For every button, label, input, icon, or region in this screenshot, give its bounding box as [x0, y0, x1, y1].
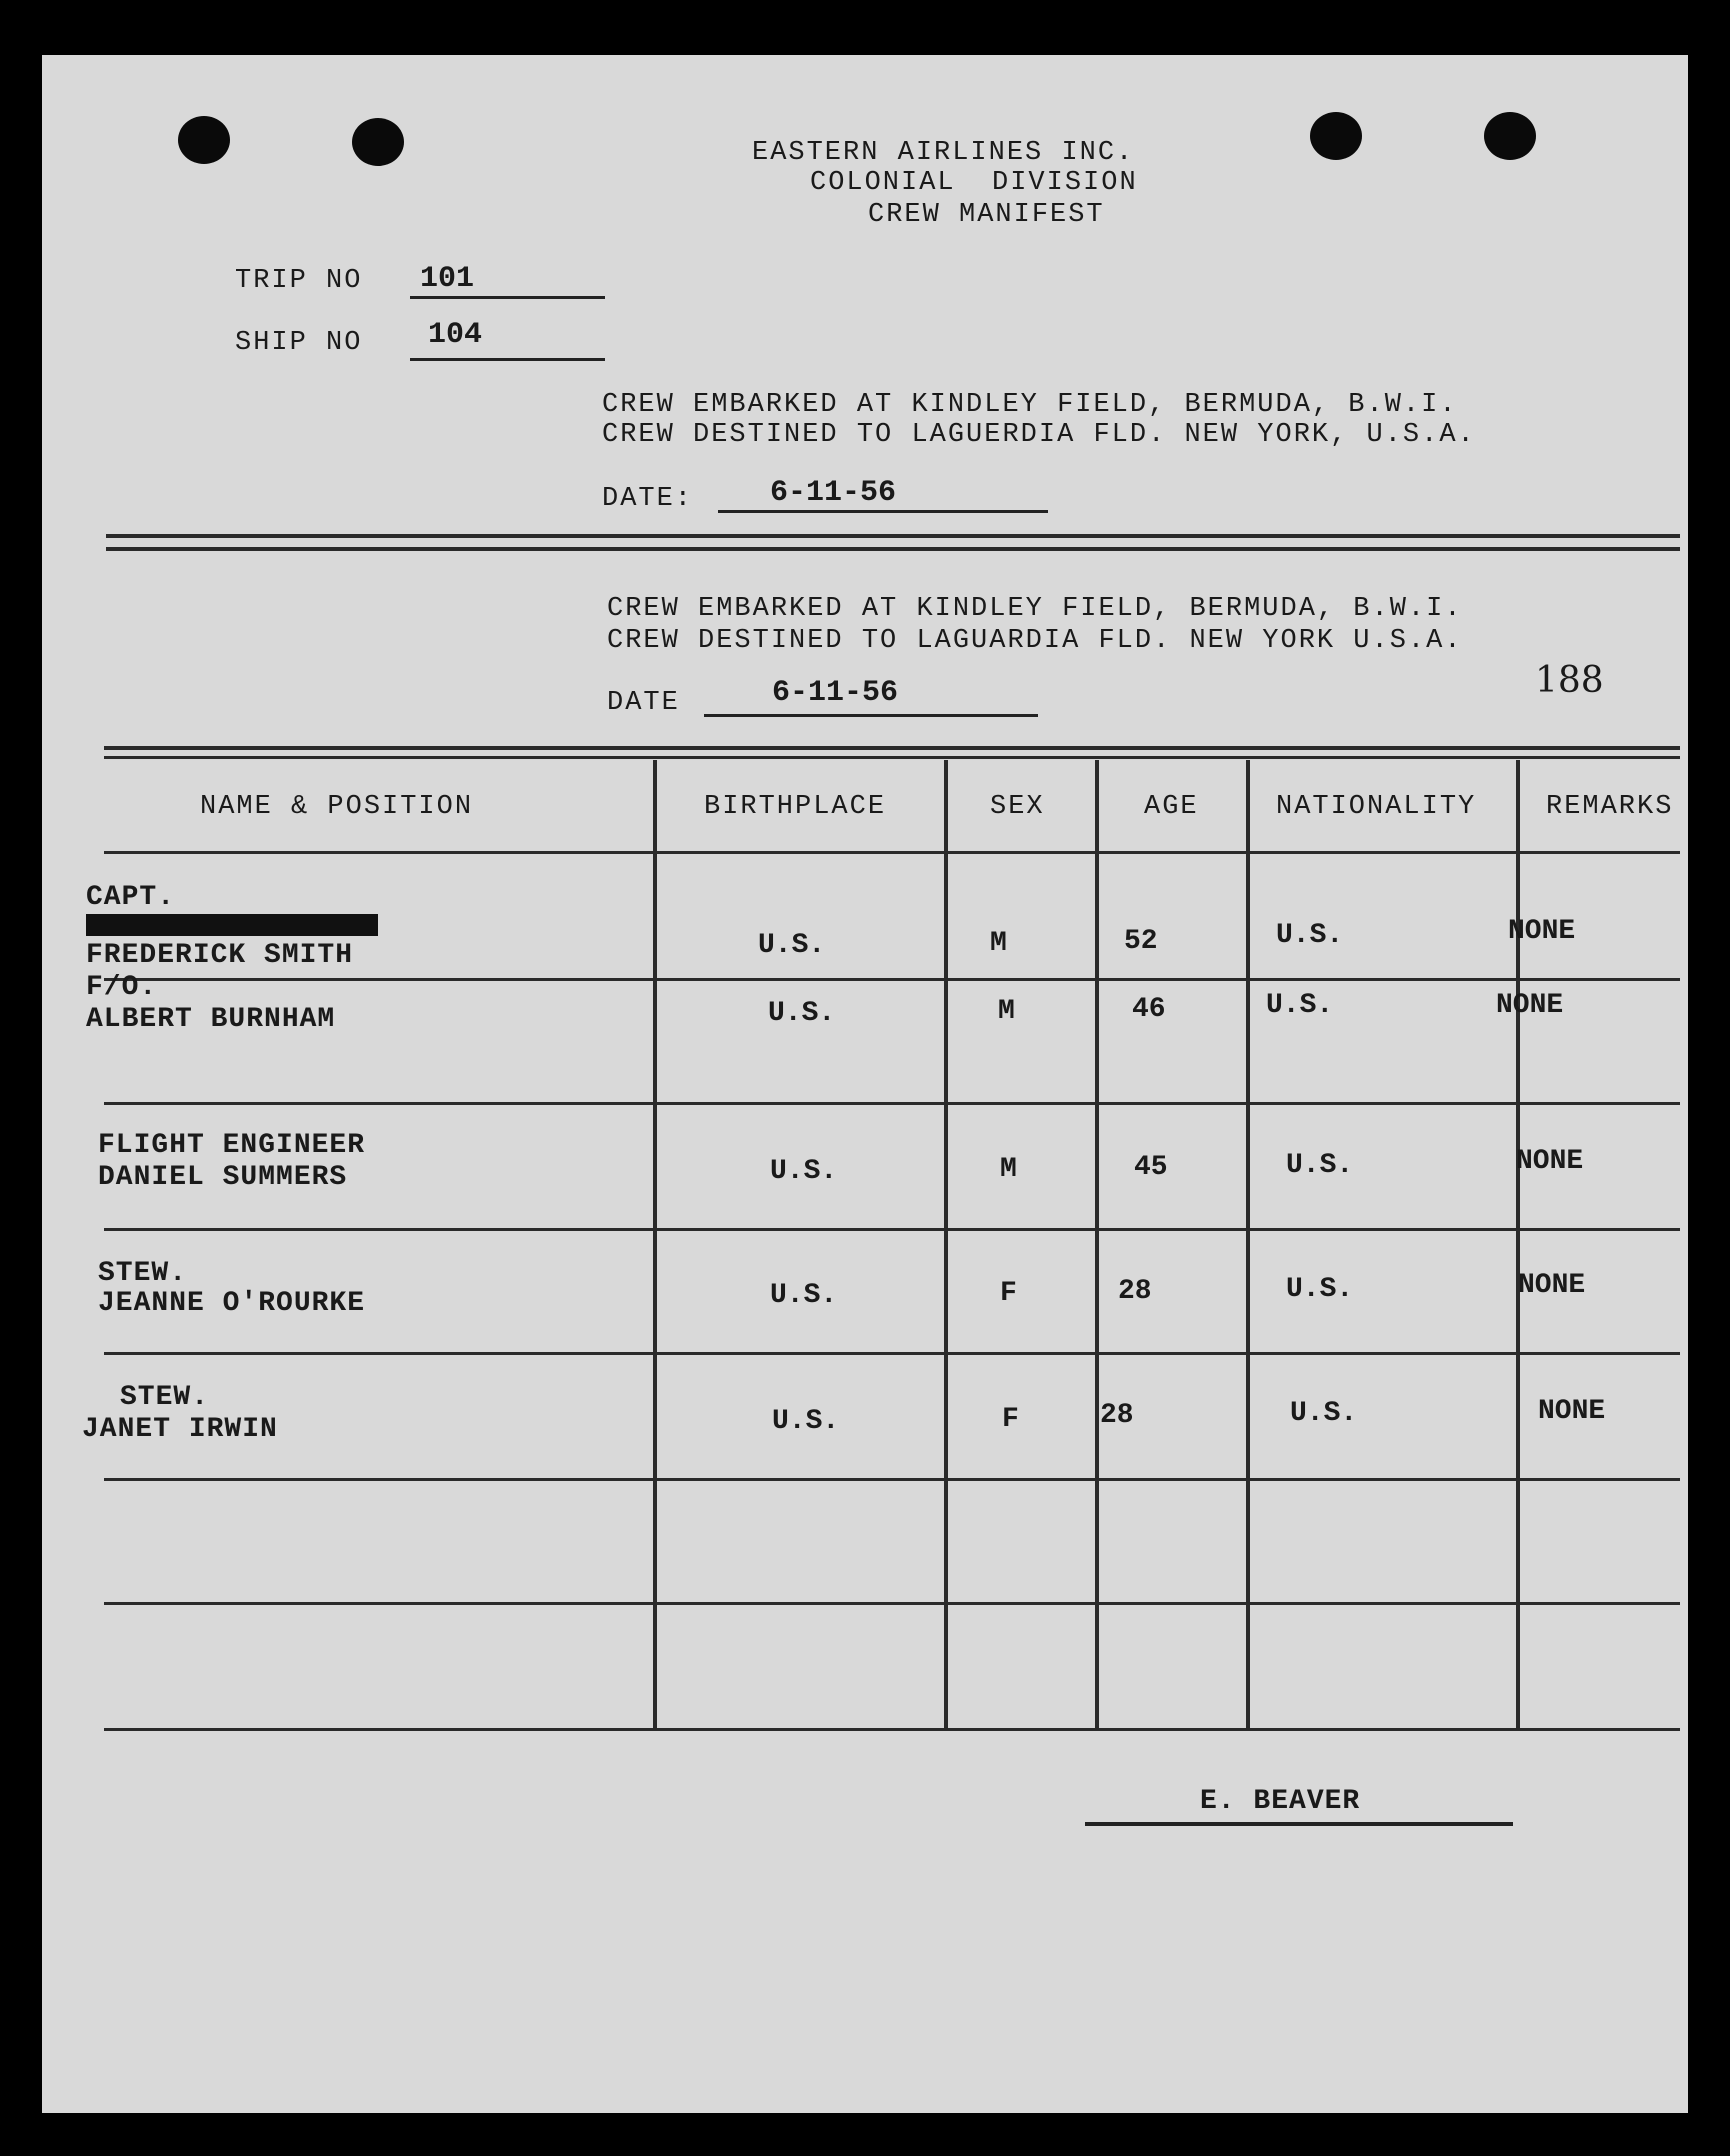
remarks-cell: NONE: [1496, 990, 1564, 1021]
row-rule: [104, 1102, 1680, 1105]
birthplace-cell: U.S.: [770, 1280, 838, 1311]
column-rule: [944, 760, 948, 1730]
manifest-page: [42, 55, 1688, 2113]
nationality-cell: U.S.: [1286, 1150, 1354, 1181]
birthplace-cell: U.S.: [770, 1156, 838, 1187]
crew-name: ALBERT BURNHAM: [86, 1004, 336, 1035]
sex-cell: M: [1000, 1154, 1017, 1185]
punch-hole: [1484, 112, 1536, 160]
crew-name: JEANNE O'ROURKE: [98, 1288, 366, 1319]
struck-out-typing: [86, 914, 378, 936]
row-rule: [104, 1228, 1680, 1231]
col-header-nationality: NATIONALITY: [1276, 792, 1477, 822]
col-header-remarks: REMARKS: [1546, 792, 1674, 822]
row-rule: [104, 1352, 1680, 1355]
nationality-cell: U.S.: [1276, 920, 1344, 951]
row-rule: [104, 1602, 1680, 1605]
ship-no-label: SHIP NO: [235, 328, 363, 358]
remarks-cell: NONE: [1516, 1146, 1584, 1177]
column-rule: [1095, 760, 1099, 1730]
col-header-birthplace: BIRTHPLACE: [704, 792, 887, 822]
punch-hole: [352, 118, 404, 166]
date-underline-2: [704, 714, 1038, 717]
embarked-line-2: CREW EMBARKED AT KINDLEY FIELD, BERMUDA, B.W.I.: [607, 594, 1463, 624]
separator: [106, 547, 1680, 551]
signature-underline: [1085, 1822, 1513, 1826]
crew-name: JANET IRWIN: [82, 1414, 278, 1445]
embarked-line-1: CREW EMBARKED AT KINDLEY FIELD, BERMUDA, B.W.I.: [602, 390, 1458, 420]
separator: [106, 534, 1680, 538]
trip-no-value: 101: [420, 262, 475, 296]
row-rule: [104, 978, 1680, 981]
document-title: CREW MANIFEST: [868, 200, 1105, 230]
crew-position: F/O.: [86, 972, 158, 1003]
punch-hole: [178, 116, 230, 164]
sex-cell: M: [998, 996, 1015, 1027]
birthplace-cell: U.S.: [768, 998, 836, 1029]
destined-line-1: CREW DESTINED TO LAGUERDIA FLD. NEW YORK, U.S.A.: [602, 420, 1476, 450]
col-header-name: NAME & POSITION: [200, 792, 474, 822]
crew-position: CAPT.: [86, 882, 176, 913]
birthplace-cell: U.S.: [758, 930, 826, 961]
crew-name: DANIEL SUMMERS: [98, 1162, 348, 1193]
division-name: COLONIAL DIVISION: [810, 168, 1138, 198]
age-cell: 45: [1134, 1152, 1168, 1183]
date-underline-1: [718, 510, 1048, 513]
table-top-rule: [104, 746, 1680, 750]
remarks-cell: NONE: [1508, 916, 1576, 947]
age-cell: 28: [1118, 1276, 1152, 1307]
signature-name: E. BEAVER: [1200, 1786, 1361, 1817]
birthplace-cell: U.S.: [772, 1406, 840, 1437]
sex-cell: M: [990, 928, 1007, 959]
destined-line-2: CREW DESTINED TO LAGUARDIA FLD. NEW YORK U.S.A.: [607, 626, 1463, 656]
header-rule: [104, 851, 1680, 854]
trip-no-label: TRIP NO: [235, 266, 363, 296]
remarks-cell: NONE: [1538, 1396, 1606, 1427]
company-name: EASTERN AIRLINES INC.: [752, 138, 1135, 168]
crew-name: FREDERICK SMITH: [86, 940, 354, 971]
date-label-1: DATE:: [602, 484, 694, 514]
remarks-cell: NONE: [1518, 1270, 1586, 1301]
col-header-sex: SEX: [990, 792, 1045, 822]
sex-cell: F: [1000, 1278, 1017, 1309]
col-header-age: AGE: [1144, 792, 1199, 822]
crew-position: FLIGHT ENGINEER: [98, 1130, 366, 1161]
page-number: 188: [1535, 660, 1604, 701]
nationality-cell: U.S.: [1290, 1398, 1358, 1429]
age-cell: 46: [1132, 994, 1166, 1025]
ship-no-value: 104: [428, 318, 483, 352]
sex-cell: F: [1002, 1404, 1019, 1435]
column-rule: [1516, 760, 1520, 1730]
ship-no-underline: [410, 358, 605, 361]
trip-no-underline: [410, 296, 605, 299]
age-cell: 28: [1100, 1400, 1134, 1431]
date-value-2: 6-11-56: [772, 676, 899, 710]
crew-position: STEW.: [98, 1258, 188, 1289]
age-cell: 52: [1124, 926, 1158, 957]
column-rule: [653, 760, 657, 1730]
date-value-1: 6-11-56: [770, 476, 897, 510]
table-bottom-rule: [104, 1728, 1680, 1731]
crew-position: STEW.: [120, 1382, 210, 1413]
nationality-cell: U.S.: [1266, 990, 1334, 1021]
column-rule: [1246, 760, 1250, 1730]
table-top-rule: [104, 756, 1680, 759]
punch-hole: [1310, 112, 1362, 160]
nationality-cell: U.S.: [1286, 1274, 1354, 1305]
row-rule: [104, 1478, 1680, 1481]
date-label-2: DATE: [607, 688, 680, 718]
